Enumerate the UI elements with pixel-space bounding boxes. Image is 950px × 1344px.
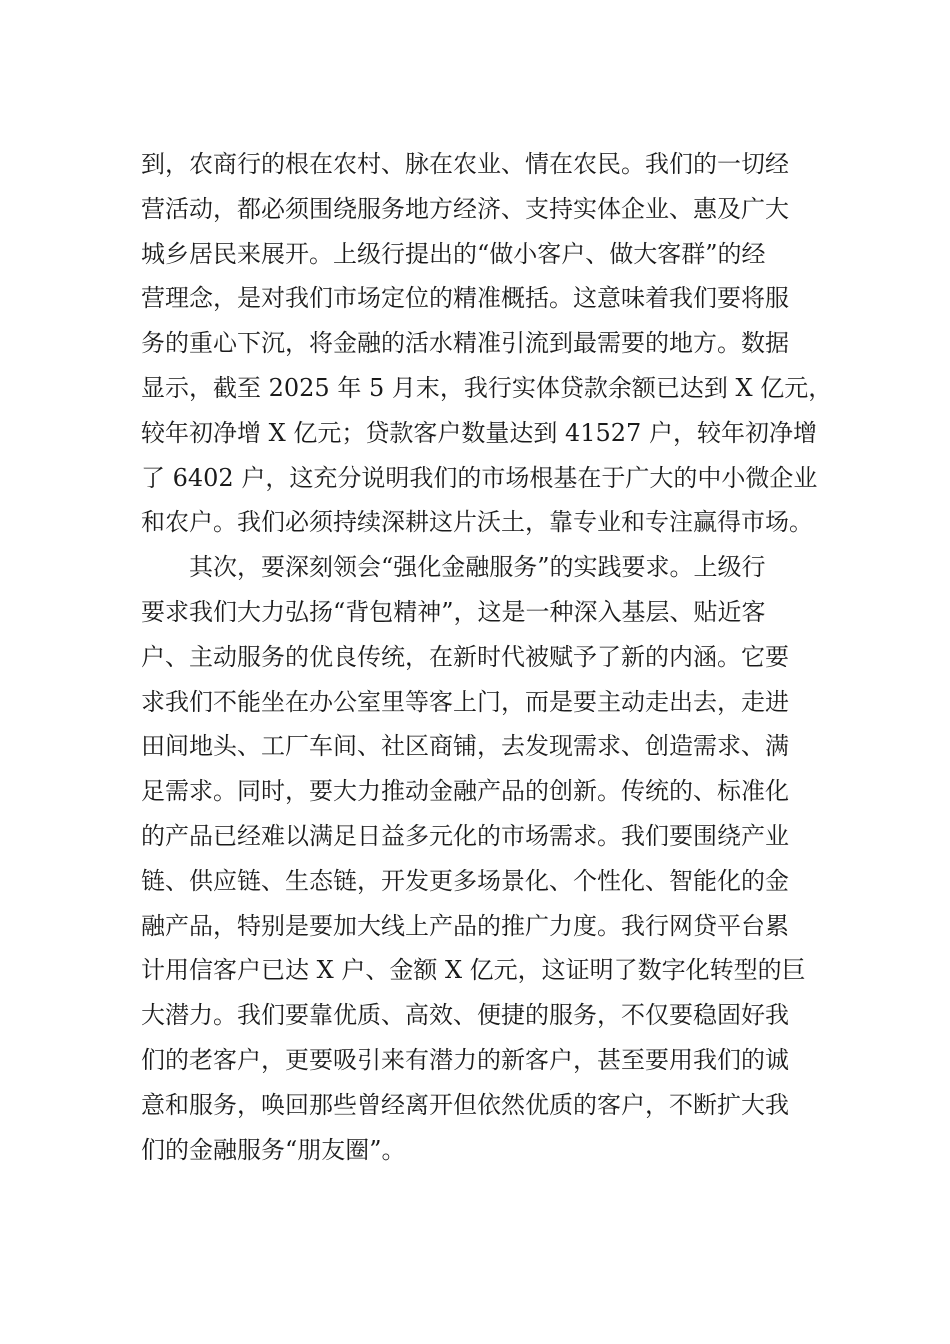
paragraph-line: 户、主动服务的优良传统，在新时代被赋予了新的内涵。它要 [141, 642, 789, 671]
paragraph-line: 和农户。我们必须持续深耕这片沃土，靠专业和专注赢得市场。 [141, 508, 813, 537]
paragraph-line: 足需求。同时，要大力推动金融产品的创新。传统的、标准化 [141, 777, 789, 806]
paragraph-line: 大潜力。我们要靠优质、高效、便捷的服务，不仅要稳固好我 [141, 1001, 789, 1030]
paragraph-line: 们的老客户，更要吸引来有潜力的新客户，甚至要用我们的诚 [141, 1045, 789, 1074]
paragraph-line: 城乡居民来展开。上级行提出的“做小客户、做大客群”的经 [141, 239, 766, 268]
body-text [141, 142, 831, 1172]
paragraph-line: 到，农商行的根在农村、脉在农业、情在农民。我们的一切经 [141, 150, 789, 178]
paragraph-line: 们的金融服务“朋友圈”。 [141, 1135, 406, 1164]
paragraph-line: 了 6402 户，这充分说明我们的市场根基在于广大的中小微企业 [141, 463, 818, 492]
paragraph-line: 其次，要深刻领会“强化金融服务”的实践要求。上级行 [189, 553, 766, 582]
paragraph-line: 营活动，都必须围绕服务地方经济、支持实体企业、惠及广大 [141, 194, 789, 223]
paragraph-line: 求我们不能坐在办公室里等客上门，而是要主动走出去，走进 [141, 687, 789, 716]
paragraph-line: 计用信客户已达 X 户、金额 X 亿元，这证明了数字化转型的巨 [141, 956, 806, 985]
paragraph-line: 链、供应链、生态链，开发更多场景化、个性化、智能化的金 [141, 866, 789, 895]
paragraph-line: 显示，截至 2025 年 5 月末，我行实体贷款余额已达到 X 亿元， [141, 373, 833, 402]
paragraph-line: 意和服务，唤回那些曾经离开但依然优质的客户，不断扩大我 [141, 1090, 789, 1119]
paragraph-line: 融产品，特别是要加大线上产品的推广力度。我行网贷平台累 [141, 911, 789, 940]
paragraph-2 [141, 545, 831, 1172]
paragraph-line: 较年初净增 X 亿元；贷款客户数量达到 41527 户，较年初净增 [141, 418, 817, 447]
paragraph-line: 的产品已经难以满足日益多元化的市场需求。我们要围绕产业 [141, 821, 789, 850]
paragraph-1 [141, 142, 831, 545]
paragraph-line: 田间地头、工厂车间、社区商铺，去发现需求、创造需求、满 [141, 732, 789, 761]
paragraph-line: 营理念，是对我们市场定位的精准概括。这意味着我们要将服 [141, 284, 789, 313]
paragraph-line: 务的重心下沉，将金融的活水精准引流到最需要的地方。数据 [141, 329, 789, 358]
paragraph-line: 要求我们大力弘扬“背包精神”，这是一种深入基层、贴近客 [141, 597, 766, 626]
